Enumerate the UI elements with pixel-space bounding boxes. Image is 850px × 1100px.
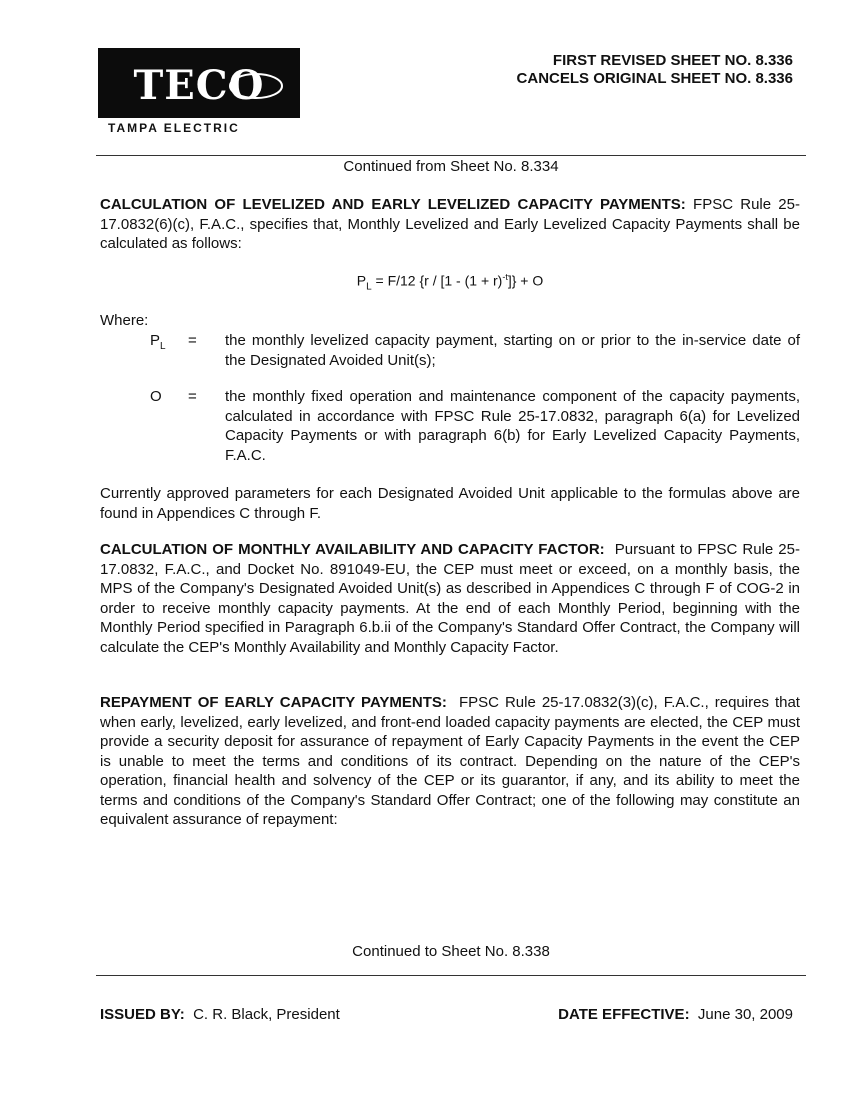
- definition-text: the monthly levelized capacity payment, starting on or prior to the in-service date of the Designated Avoided Unit(s);: [225, 332, 800, 369]
- definition-equals: =: [188, 332, 197, 349]
- section-availability-factor: [100, 540, 800, 657]
- continued-to: Continued to Sheet No. 8.338: [352, 943, 550, 960]
- section-body: Pursuant to FPSC Rule 25-17.0832, F.A.C., and Docket No. 891049-EU, the CEP must meet or exceed, on a monthly basis, the MPS of the Company's Designated Avoided Unit(s) as described in Appendices C through F of COG-2 in order to receive monthly capacity payments. At the end of each Monthly Period, beginning with the Monthly Period specified in Paragraph 6.b.ii of the Company's Standard Offer Contract, the Company will calculate the CEP's Monthly Availability and Monthly Capacity Factor.: [100, 541, 800, 656]
- section-heading: CALCULATION OF LEVELIZED AND EARLY LEVELIZED CAPACITY PAYMENTS:: [100, 196, 686, 213]
- logo-text: TECO: [133, 62, 265, 109]
- logo-subtext: TAMPA ELECTRIC: [108, 121, 240, 135]
- section-body: FPSC Rule 25-17.0832(3)(c), F.A.C., requires that when early, levelized, early levelized, and front-end loaded capacity payments are elected, the CEP must provide a security deposit for assurance of repayment of Early Capacity Payments in the event the CEP is unable to meet the terms and conditions of its contract. Depending on the nature of the CEP's operation, financial health and solvency of the CEP or its guarantor, if any, and its ability to meet the terms and conditions of the Company's Standard Offer Contract; one of the following may constitute an equivalent assurance of repayment:: [100, 694, 800, 828]
- parameters-note: Currently approved parameters for each Designated Avoided Unit applicable to the formulas above are found in Appendices C through F.: [100, 485, 800, 522]
- date-effective-label: DATE EFFECTIVE:: [558, 1006, 690, 1023]
- date-effective: [558, 1006, 793, 1023]
- sheet-cancels: CANCELS ORIGINAL SHEET NO. 8.336: [516, 70, 793, 87]
- company-logo: [98, 48, 300, 118]
- levelized-formula: $P_L = F/12$ $\{r / [1 - (1 + r)^{-t}]\} + O$: [356, 272, 544, 293]
- sheet-number: FIRST REVISED SHEET NO. 8.336: [552, 52, 793, 69]
- issued-by-value: C. R. Black, President: [193, 1006, 340, 1023]
- date-effective-value: June 30, 2009: [697, 1006, 793, 1023]
- sheet-title: [517, 52, 793, 88]
- definition-equals: =: [188, 388, 197, 405]
- bottom-divider: [96, 975, 806, 976]
- section-levelized-payments: [100, 195, 800, 254]
- top-divider: [96, 155, 806, 156]
- definition-term: $P_L$: [150, 332, 166, 352]
- section-heading: CALCULATION OF MONTHLY AVAILABILITY AND CAPACITY FACTOR:: [100, 541, 605, 558]
- section-heading: REPAYMENT OF EARLY CAPACITY PAYMENTS:: [100, 694, 447, 711]
- continued-from: Continued from Sheet No. 8.334: [343, 158, 559, 175]
- issued-by: [100, 1006, 340, 1023]
- section-body: FPSC Rule 25-17.0832(6)(c), F.A.C., specifies that, Monthly Levelized and Early Levelized Capacity Payments shall be calculated as follows:: [100, 196, 800, 252]
- definition-term: O: [150, 388, 162, 405]
- issued-by-label: ISSUED BY:: [100, 1006, 185, 1023]
- definition-text: the monthly fixed operation and maintenance component of the capacity payments, calculated in accordance with FPSC Rule 25-17.0832, paragraph 6(a) for Levelized Capacity Payments or with paragraph 6(b) for Early Levelized Capacity Payments, F.A.C.: [225, 388, 800, 464]
- where-label: Where:: [100, 312, 149, 329]
- section-repayment: [100, 693, 800, 830]
